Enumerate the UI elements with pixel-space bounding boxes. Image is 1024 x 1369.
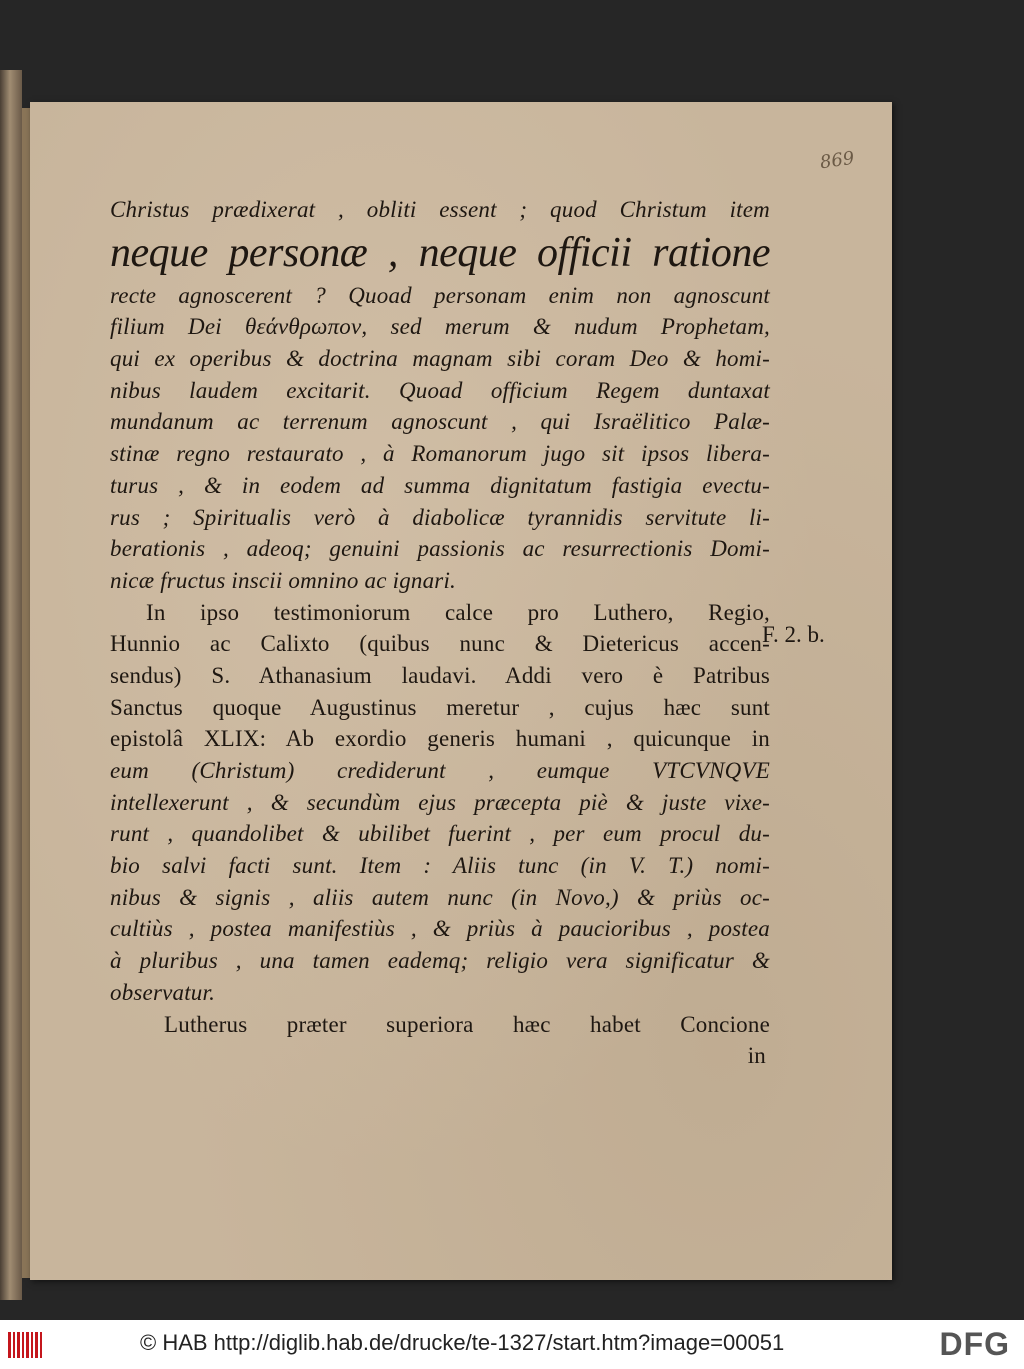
text-line: epistolâ XLIX: Ab exordio generis humani , quicunque in — [110, 726, 770, 752]
footer-bar — [0, 1320, 1024, 1369]
previous-page-edge — [0, 70, 22, 1300]
text-line: sendus) S. Athanasium laudavi. Addi vero è Patribus — [110, 662, 770, 688]
page-gutter — [22, 108, 30, 1278]
text-line: nicæ fructus inscii omnino ac ignari. — [110, 567, 456, 593]
text-line: nibus laudem excitarit. Quoad officium Regem duntaxat — [110, 377, 770, 403]
text-line: turus , & in eodem ad summa dignitatum fastigia evectu- — [110, 472, 770, 498]
dfg-logo: DFG — [939, 1326, 1010, 1362]
text-line: rus ; Spiritualis verò à diabolicæ tyrannidis servitute li- — [110, 504, 770, 530]
text-line: Christus prædixerat , obliti essent ; quod Christum item — [110, 197, 770, 222]
copyright-link[interactable]: © HAB http://diglib.hab.de/drucke/te-1327/start.htm?image=00051 — [140, 1330, 785, 1355]
margin-note: F. 2. b. — [762, 622, 825, 647]
text-line: eum (Christum) crediderunt , eumque VTCVNQVE — [110, 758, 770, 783]
library-logo-icon — [8, 1332, 42, 1358]
text-line: In ipso testimoniorum calce pro Luthero, Regio, — [146, 599, 770, 625]
text-line: berationis , adeoq; genuini passionis ac resurrectionis Domi- — [110, 536, 770, 562]
text-line: à pluribus , una tamen eademq; religio vera significatur & — [110, 948, 770, 974]
text-line: Hunnio ac Calixto (quibus nunc & Dietericus accen- — [110, 631, 770, 657]
body-text — [110, 194, 770, 1072]
text-line: bio salvi facti sunt. Item : Aliis tunc (in V. T.) nomi- — [110, 853, 770, 879]
document-page — [30, 102, 892, 1280]
text-line: intellexerunt , & secundùm ejus præcepta piè & juste vixe- — [110, 789, 770, 815]
text-line: runt , quandolibet & ubilibet fuerint , per eum procul du- — [110, 821, 770, 847]
text-line: stinæ regno restaurato , à Romanorum jugo sit ipsos libera- — [110, 441, 770, 467]
text-line: observatur. — [110, 979, 216, 1005]
text-line: qui ex operibus & doctrina magnam sibi coram Deo & homi- — [110, 346, 770, 372]
text-line: cultiùs , postea manifestiùs , & priùs à paucioribus , postea — [110, 916, 770, 942]
folio-number: 869 — [818, 147, 856, 174]
text-line-large: neque personæ , neque officii ratione — [110, 229, 770, 276]
text-line: Lutherus præter superiora hæc habet Concione — [164, 1011, 770, 1037]
text-line: filium Dei θεάνθρωπον, sed merum & nudum Prophetam, — [110, 314, 770, 340]
catchword: in — [747, 1043, 766, 1069]
text-line: mundanum ac terrenum agnoscunt , qui Israëlitico Palæ- — [110, 409, 770, 435]
text-line: Sanctus quoque Augustinus meretur , cujus hæc sunt — [110, 694, 770, 720]
text-line: nibus & signis , aliis autem nunc (in Novo,) & priùs oc- — [110, 884, 770, 910]
text-line: recte agnoscerent ? Quoad personam enim non agnoscunt — [110, 282, 770, 308]
